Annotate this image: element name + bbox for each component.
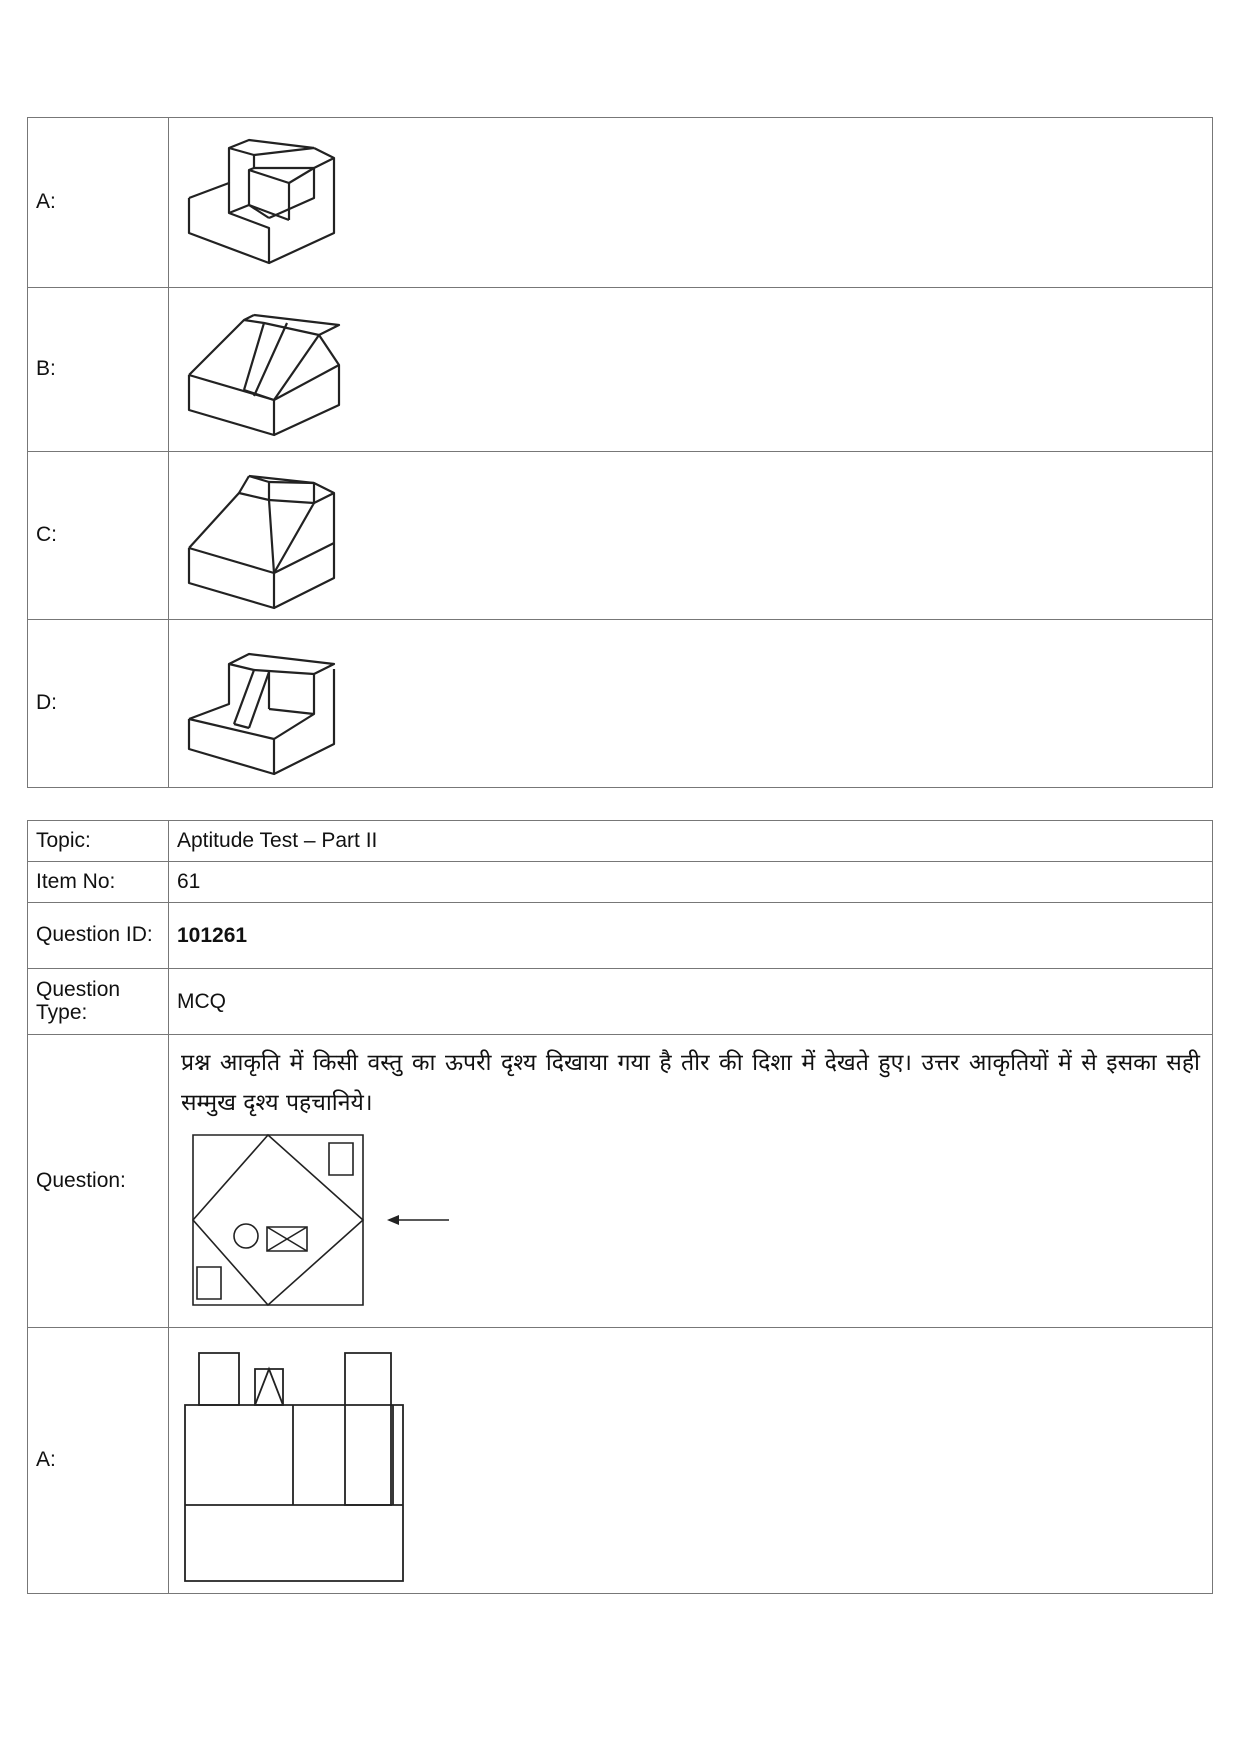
answer-a-figure-cell [169, 1328, 1213, 1594]
option-figure-cell-d [169, 620, 1213, 788]
option-figure-cell-b [169, 288, 1213, 452]
isometric-block-c-figure [169, 458, 369, 613]
question-type-value: MCQ [169, 969, 1213, 1035]
front-view-block-left [199, 1353, 239, 1405]
topic-value: Aptitude Test – Part II [169, 821, 1213, 862]
option-label-a: A: [28, 118, 169, 288]
top-view-diamond [193, 1135, 363, 1305]
item-no-value: 61 [169, 862, 1213, 903]
option-row-b [28, 288, 1213, 452]
answer-a-row [28, 1328, 1213, 1594]
top-view-figure [189, 1129, 489, 1309]
answer-a-label: A: [28, 1328, 169, 1594]
option-figure-cell-a [169, 118, 1213, 288]
top-view-small-rect-bottom [197, 1267, 221, 1299]
option-label-b: B: [28, 288, 169, 452]
option-row-d [28, 620, 1213, 788]
front-view-base [185, 1405, 403, 1581]
topic-row [28, 821, 1213, 862]
option-label-d: D: [28, 620, 169, 788]
question-type-label: Question Type: [28, 969, 169, 1035]
options-table [27, 117, 1213, 788]
option-row-a [28, 118, 1213, 288]
question-id-value: 101261 [169, 903, 1213, 969]
front-view-tall-block [345, 1353, 391, 1505]
top-view-circle [234, 1224, 258, 1248]
top-view-outer-square [193, 1135, 363, 1305]
isometric-block-a-figure [169, 123, 369, 283]
arrow-head-icon [387, 1215, 399, 1225]
option-row-c [28, 452, 1213, 620]
topic-label: Topic: [28, 821, 169, 862]
question-cell [169, 1035, 1213, 1328]
question-label: Question: [28, 1035, 169, 1328]
question-type-row [28, 969, 1213, 1035]
question-id-label: Question ID: [28, 903, 169, 969]
isometric-block-d-figure [169, 624, 369, 784]
question-id-row [28, 903, 1213, 969]
option-label-c: C: [28, 452, 169, 620]
question-meta-table [27, 820, 1213, 1594]
question-row [28, 1035, 1213, 1328]
item-no-label: Item No: [28, 862, 169, 903]
front-view-wedge-box [255, 1369, 283, 1405]
question-text: प्रश्न आकृति में किसी वस्तु का ऊपरी दृश्य दिखाया गया है तीर की दिशा में देखते हुए। उत्तर आकृतियों में से इसका सही सम्मुख दृश्य पहचानिये। [181, 1050, 1200, 1116]
isometric-block-b-figure [169, 295, 369, 445]
front-view-figure-a [169, 1331, 409, 1591]
item-no-row [28, 862, 1213, 903]
option-figure-cell-c [169, 452, 1213, 620]
top-view-small-rect-top [329, 1143, 353, 1175]
